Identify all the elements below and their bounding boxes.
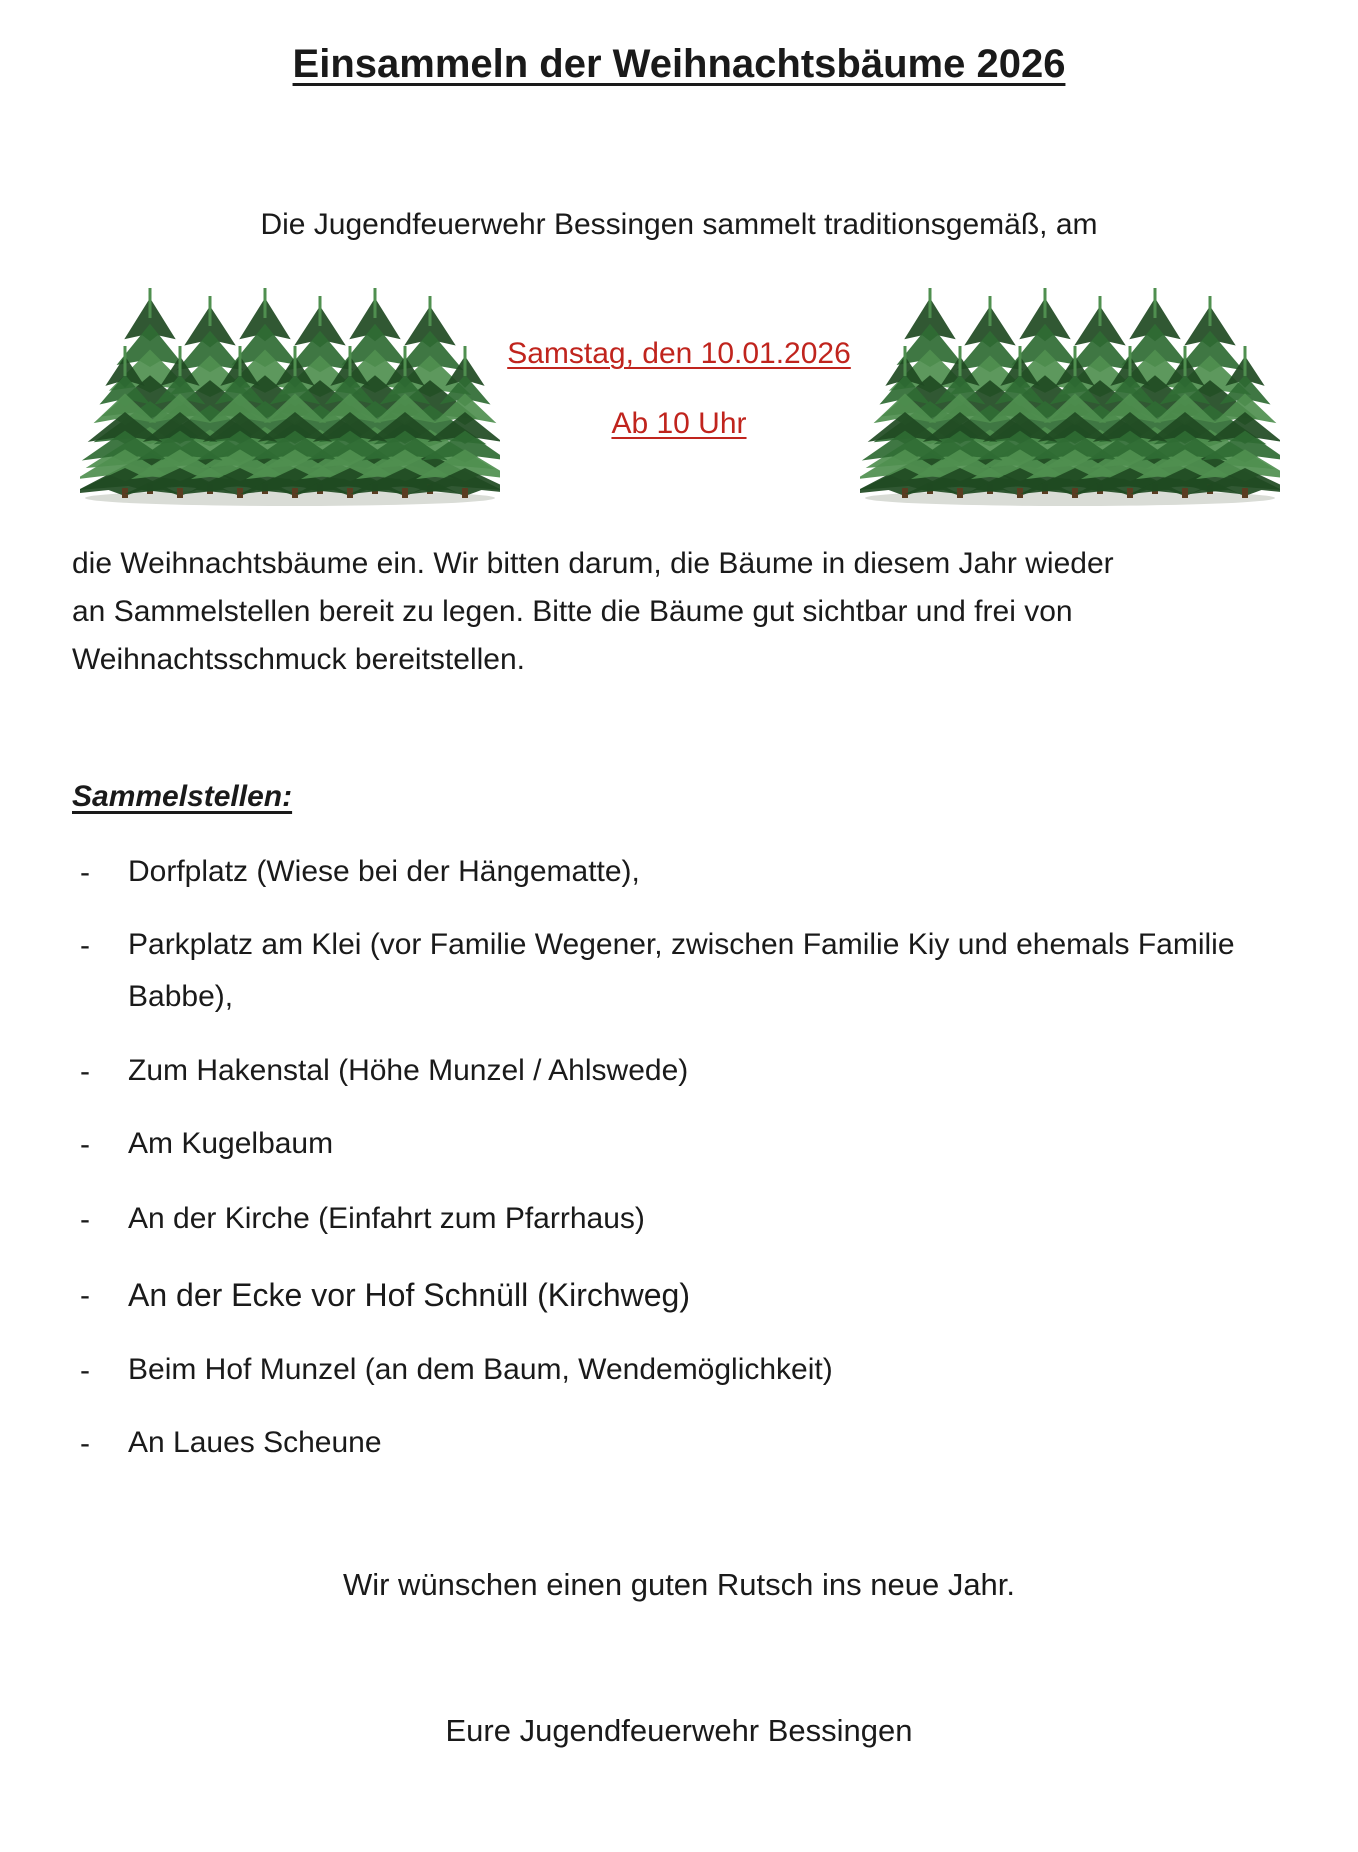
list-bullet: - bbox=[80, 1128, 90, 1161]
list-bullet: - bbox=[80, 929, 90, 962]
body-paragraph bbox=[72, 540, 1292, 684]
list-item: Zum Hakenstal (Höhe Munzel / Ahlswede) bbox=[128, 1054, 689, 1087]
list-bullet: - bbox=[80, 1279, 90, 1312]
list-bullet: - bbox=[80, 1427, 90, 1460]
list-item: An Laues Scheune bbox=[128, 1426, 382, 1459]
list-item: An der Ecke vor Hof Schnüll (Kirchweg) bbox=[128, 1277, 690, 1313]
list-item: Beim Hof Munzel (an dem Baum, Wendemöglichkeit) bbox=[128, 1353, 833, 1386]
collection-points-heading: Sammelstellen: bbox=[72, 780, 293, 813]
list-bullet: - bbox=[80, 1055, 90, 1088]
signature: Eure Jugendfeuerwehr Bessingen bbox=[445, 1713, 913, 1748]
body-line: an Sammelstellen bereit zu legen. Bitte die Bäume gut sichtbar und frei von bbox=[72, 595, 1073, 628]
collection-time: Ab 10 Uhr bbox=[611, 407, 747, 440]
collection-date: Samstag, den 10.01.2026 bbox=[507, 337, 851, 370]
closing-greeting: Wir wünschen einen guten Rutsch ins neue Jahr. bbox=[342, 1567, 1016, 1602]
body-line: die Weihnachtsbäume ein. Wir bitten darum, die Bäume in diesem Jahr wieder bbox=[72, 547, 1114, 580]
document-title: Einsammeln der Weihnachtsbäume 2026 bbox=[292, 42, 1066, 86]
list-bullet: - bbox=[80, 856, 90, 889]
list-bullet: - bbox=[80, 1354, 90, 1387]
christmas-trees-left-icon bbox=[80, 276, 500, 506]
list-item: Parkplatz am Klei (vor Familie Wegener, zwischen Familie Kiy und ehemals Familie Babbe), bbox=[128, 928, 1235, 1013]
list-item: An der Kirche (Einfahrt zum Pfarrhaus) bbox=[128, 1202, 645, 1235]
body-line: Weihnachtsschmuck bereitstellen. bbox=[72, 643, 525, 676]
christmas-trees-right-icon bbox=[860, 276, 1280, 506]
list-bullet: - bbox=[80, 1203, 90, 1236]
list-item: Dorfplatz (Wiese bei der Hängematte), bbox=[128, 855, 640, 888]
list-item: Am Kugelbaum bbox=[128, 1127, 334, 1160]
intro-text: Die Jugendfeuerwehr Bessingen sammelt traditionsgemäß, am bbox=[260, 208, 1098, 241]
